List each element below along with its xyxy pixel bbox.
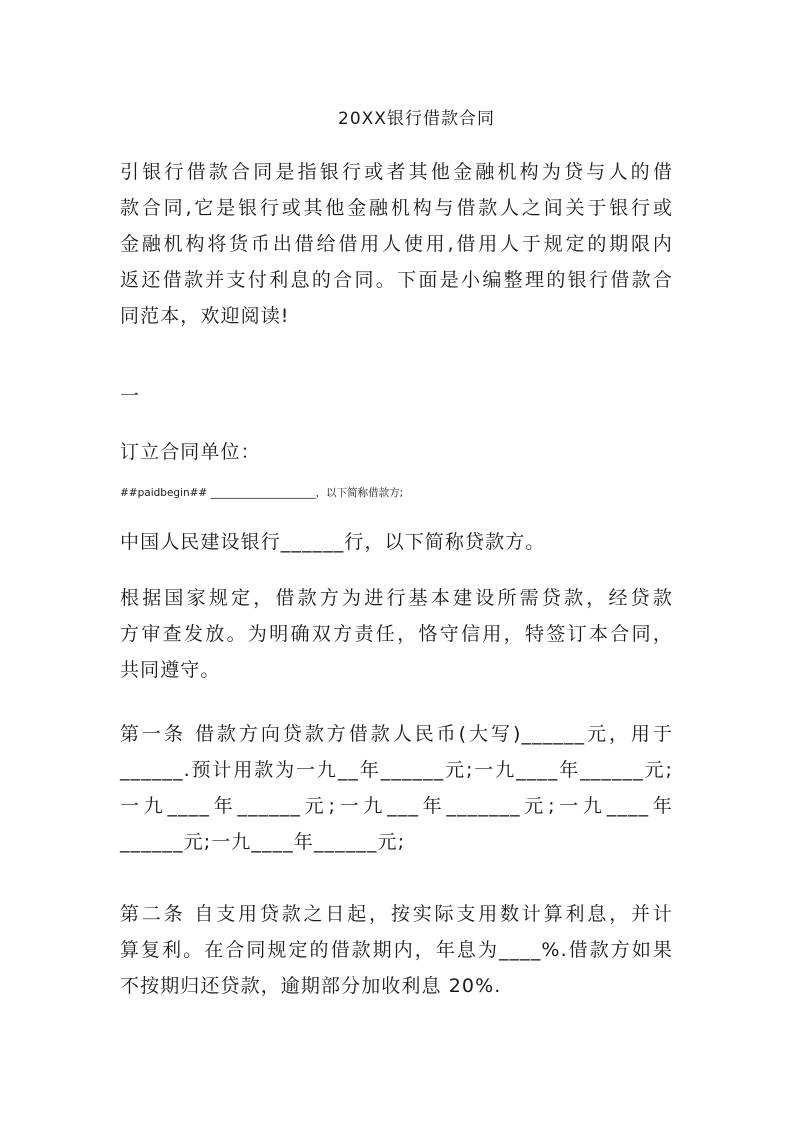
lender-paragraph bbox=[120, 524, 673, 560]
basis-line: 方审查发放。为明确双方责任，恪守信用，特签订本合同， bbox=[120, 623, 673, 645]
intro-line: 款合同,它是银行或其他金融机构与借款人之间关于银行或 bbox=[120, 197, 673, 219]
basis-line: 共同遵守。 bbox=[120, 659, 221, 681]
basis-paragraph bbox=[120, 580, 673, 688]
lender-line: 中国人民建设银行______行，以下简称贷款方。 bbox=[120, 531, 546, 553]
intro-line: 金融机构将货币出借给借用人使用,借用人于规定的期限内 bbox=[120, 233, 673, 255]
article-one-line: 第一条 借款方向贷款方借款人民币(大写)______元，用于 bbox=[120, 723, 673, 745]
intro-line: 引银行借款合同是指银行或者其他金融机构为贷与人的借 bbox=[120, 161, 673, 183]
section-number bbox=[120, 378, 673, 414]
article-one-line: ______元;一九____年______元; bbox=[120, 831, 406, 853]
article-one-paragraph bbox=[120, 716, 673, 860]
article-two-line: 算复利。在合同规定的借款期内，年息为____%.借款方如果 bbox=[120, 939, 673, 961]
article-one-line: ______.预计用款为一九__年______元;一九____年______元; bbox=[120, 759, 673, 781]
article-two-line: 第二条 自支用贷款之日起，按实际支用数计算利息，并计 bbox=[120, 903, 673, 925]
document-title: 20XX银行借款合同 bbox=[338, 109, 495, 129]
parties-label: 订立合同单位： bbox=[120, 441, 261, 463]
intro-line: 同范本，欢迎阅读! bbox=[120, 305, 290, 327]
article-two-line: 不按期归还贷款，逾期部分加收利息 20%. bbox=[120, 975, 502, 997]
parties-heading bbox=[120, 434, 673, 470]
intro-line: 返还借款并支付利息的合同。下面是小编整理的银行借款合 bbox=[120, 269, 673, 291]
article-one-line: 一九____年______元;一九___年_______元;一九____年 bbox=[120, 795, 673, 817]
borrower-line: ##paidbegin## ____________________，以下简称借款方; bbox=[120, 487, 404, 499]
intro-paragraph bbox=[120, 154, 673, 334]
article-two-paragraph bbox=[120, 896, 673, 1004]
section-one-label: 一 bbox=[120, 385, 141, 407]
basis-line: 根据国家规定，借款方为进行基本建设所需贷款，经贷款 bbox=[120, 587, 673, 609]
